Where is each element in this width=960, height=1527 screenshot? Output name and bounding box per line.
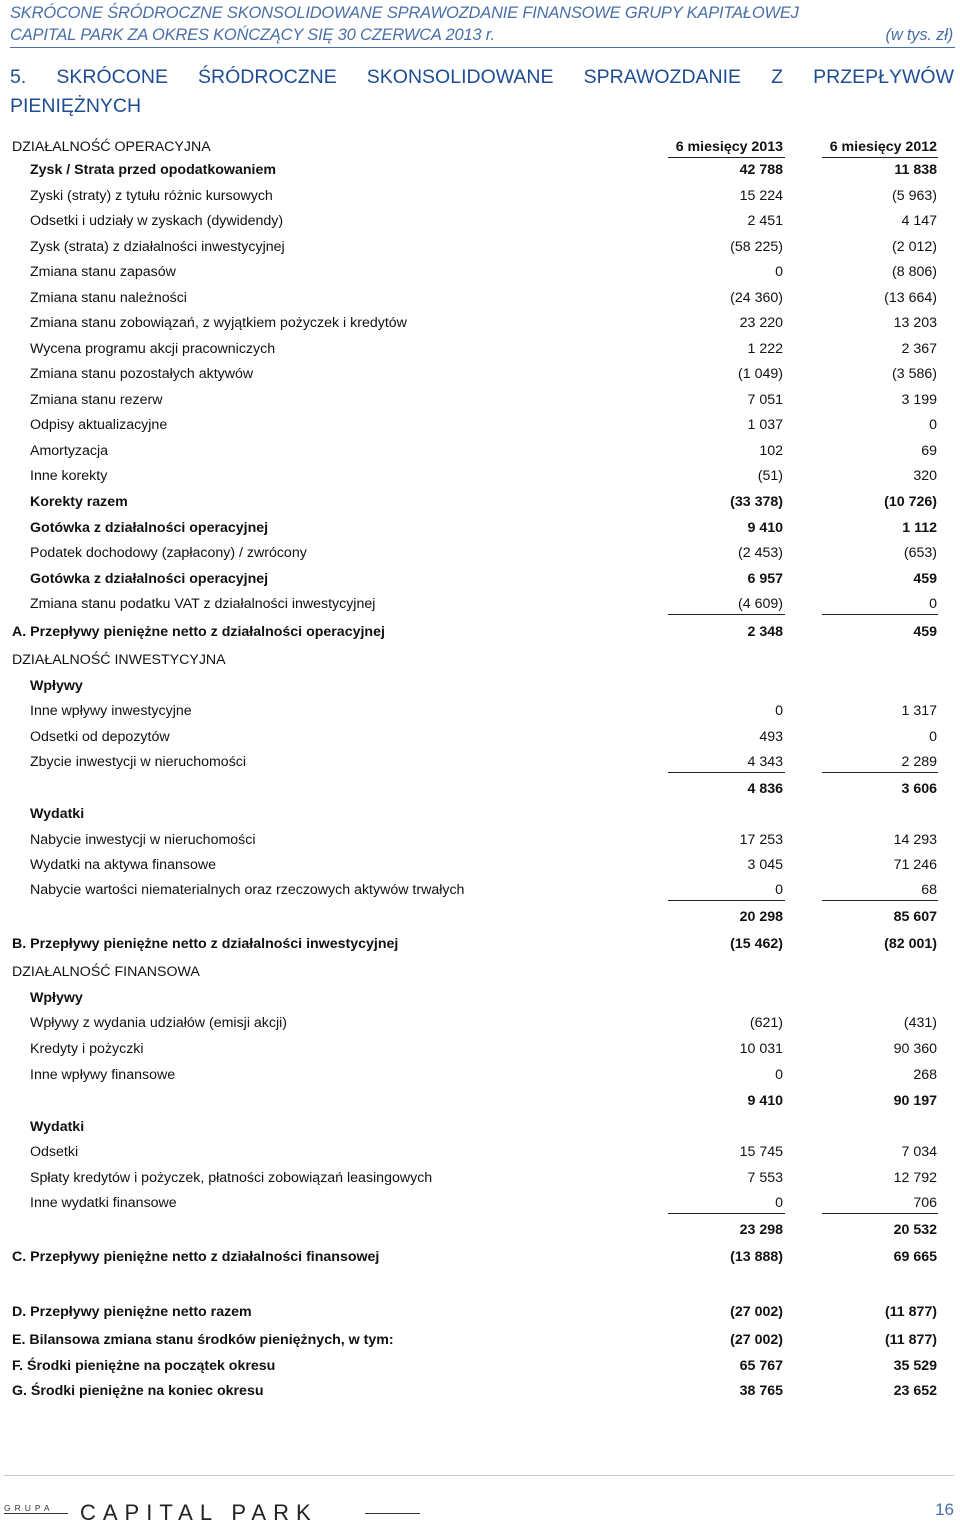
value-2013: 3 045 <box>747 857 783 873</box>
table-row <box>0 1092 960 1110</box>
row-label: A. Przepływy pieniężne netto z działalności operacyjnej <box>12 624 385 640</box>
value-2012: (11 877) <box>884 1332 937 1348</box>
value-2013: 7 051 <box>747 392 783 408</box>
value-2013: 65 767 <box>739 1358 783 1374</box>
table-row <box>0 1382 960 1400</box>
value-2012: (431) <box>903 1015 937 1031</box>
subtotal-rule <box>668 614 785 615</box>
subtotal-rule <box>668 1213 785 1214</box>
value-2012: 12 792 <box>893 1170 937 1186</box>
table-row <box>0 1248 960 1266</box>
row-label: G. Środki pieniężne na koniec okresu <box>12 1383 264 1399</box>
table-row <box>0 570 960 588</box>
value-2013: 15 224 <box>739 188 783 204</box>
row-label: Zmiana stanu zapasów <box>30 264 176 280</box>
row-label: Wpływy <box>30 678 83 694</box>
table-row <box>0 467 960 485</box>
value-2012: 459 <box>913 571 937 587</box>
table-row <box>0 519 960 537</box>
subtotal-rule <box>822 1213 938 1214</box>
table-row <box>0 1118 960 1136</box>
value-2012: 68 <box>921 882 937 898</box>
subtotal-rule <box>822 157 938 158</box>
logo-rule <box>365 1513 420 1514</box>
value-2013: (58 225) <box>730 239 783 255</box>
value-2012: 2 289 <box>901 754 937 770</box>
value-2013: 0 <box>775 264 783 280</box>
value-2013: 0 <box>775 703 783 719</box>
value-2012: (653) <box>903 545 937 561</box>
value-2013: (15 462) <box>730 936 783 952</box>
row-label: Zmiana stanu należności <box>30 290 187 306</box>
row-label: D. Przepływy pieniężne netto razem <box>12 1304 252 1320</box>
subtotal-rule <box>668 772 785 773</box>
row-label: Spłaty kredytów i pożyczek, płatności zobowiązań leasingowych <box>30 1170 433 1186</box>
value-2012: 0 <box>929 596 937 612</box>
row-label: Wydatki <box>30 1119 85 1135</box>
value-2013: (1 049) <box>738 366 783 382</box>
value-2013: 17 253 <box>739 832 783 848</box>
value-2012: 14 293 <box>893 832 937 848</box>
value-2012: 20 532 <box>893 1222 937 1238</box>
value-2012: 0 <box>929 729 937 745</box>
table-row <box>0 1143 960 1161</box>
value-2013: 7 553 <box>747 1170 783 1186</box>
table-row <box>0 651 960 669</box>
row-label: Zmiana stanu rezerw <box>30 392 163 408</box>
row-label: Zyski (straty) z tytułu różnic kursowych <box>30 188 273 204</box>
table-row <box>0 1303 960 1321</box>
table-row <box>0 1331 960 1349</box>
row-label: Kredyty i pożyczki <box>30 1041 144 1057</box>
value-2013: 10 031 <box>739 1041 783 1057</box>
table-row <box>0 1221 960 1239</box>
row-label: Odsetki i udziały w zyskach (dywidendy) <box>30 213 284 229</box>
row-label: Wydatki na aktywa finansowe <box>30 857 216 873</box>
row-label: Odsetki <box>30 1144 79 1160</box>
value-2012: 35 529 <box>893 1358 937 1374</box>
table-row <box>0 238 960 256</box>
report-header-line1: SKRÓCONE ŚRÓDROCZNE SKONSOLIDOWANE SPRAWOZDANIE FINANSOWE GRUPY KAPITAŁOWEJ <box>10 4 799 22</box>
row-label: Zysk (strata) z działalności inwestycyjnej <box>30 239 285 255</box>
section-title-word: SKRÓCONE <box>56 66 168 88</box>
row-label: Odsetki od depozytów <box>30 729 170 745</box>
table-row <box>0 856 960 874</box>
subtotal-rule <box>822 772 938 773</box>
table-row <box>0 780 960 798</box>
table-row <box>0 187 960 205</box>
table-row <box>0 493 960 511</box>
table-row <box>0 1194 960 1212</box>
section-title-number: 5. <box>10 66 27 88</box>
value-2012: 1 317 <box>901 703 937 719</box>
row-label: Wycena programu akcji pracowniczych <box>30 341 276 357</box>
footer-divider <box>4 1475 954 1476</box>
table-row <box>0 416 960 434</box>
table-row <box>0 623 960 641</box>
subtotal-rule <box>668 900 785 901</box>
table-row <box>0 212 960 230</box>
row-label: Zmiana stanu podatku VAT z działalności inwestycyjnej <box>30 596 376 612</box>
value-2012: 11 838 <box>894 162 937 178</box>
value-2013: 23 298 <box>739 1222 783 1238</box>
row-label: Zbycie inwestycji w nieruchomości <box>30 754 247 770</box>
value-2013: (27 002) <box>730 1304 783 1320</box>
row-label: DZIAŁALNOŚĆ OPERACYJNA <box>12 139 211 155</box>
value-2013: 2 451 <box>747 213 783 229</box>
subtotal-rule <box>822 900 938 901</box>
row-label: DZIAŁALNOŚĆ FINANSOWA <box>12 964 200 980</box>
table-row <box>0 677 960 695</box>
row-label: Inne wpływy inwestycyjne <box>30 703 192 719</box>
row-label: F. Środki pieniężne na początek okresu <box>12 1358 276 1374</box>
value-2012: 6 miesięcy 2012 <box>829 139 937 155</box>
row-label: C. Przepływy pieniężne netto z działalności finansowej <box>12 1249 380 1265</box>
report-header-unit: (w tys. zł) <box>885 26 953 44</box>
value-2013: 9 410 <box>747 1093 783 1109</box>
value-2012: 706 <box>913 1195 937 1211</box>
value-2012: (13 664) <box>884 290 937 306</box>
table-row <box>0 1357 960 1375</box>
value-2012: 69 <box>921 443 937 459</box>
row-label: Podatek dochodowy (zapłacony) / zwrócony <box>30 545 307 561</box>
value-2012: 90 197 <box>893 1093 937 1109</box>
value-2012: 3 199 <box>901 392 937 408</box>
value-2013: 4 836 <box>747 781 783 797</box>
value-2013: (2 453) <box>738 545 783 561</box>
value-2013: (24 360) <box>730 290 783 306</box>
value-2012: 23 652 <box>893 1383 937 1399</box>
value-2013: 4 343 <box>747 754 783 770</box>
table-row <box>0 908 960 926</box>
value-2012: 13 203 <box>893 315 937 331</box>
table-row <box>0 935 960 953</box>
value-2013: 6 957 <box>747 571 783 587</box>
value-2013: (621) <box>749 1015 783 1031</box>
row-label: Wpływy z wydania udziałów (emisji akcji) <box>30 1015 288 1031</box>
subtotal-rule <box>668 157 785 158</box>
value-2012: (2 012) <box>892 239 937 255</box>
table-row <box>0 263 960 281</box>
table-row <box>0 544 960 562</box>
table-row <box>0 881 960 899</box>
value-2013: 2 348 <box>747 624 783 640</box>
row-label: Korekty razem <box>30 494 128 510</box>
value-2013: 0 <box>775 1067 783 1083</box>
table-row <box>0 753 960 771</box>
row-label: Zmiana stanu zobowiązań, z wyjątkiem pożyczek i kredytów <box>30 315 407 331</box>
row-label: Zysk / Strata przed opodatkowaniem <box>30 162 276 178</box>
table-row <box>0 314 960 332</box>
value-2013: 1 222 <box>747 341 783 357</box>
table-row <box>0 702 960 720</box>
value-2012: 3 606 <box>901 781 937 797</box>
table-row <box>0 805 960 823</box>
row-label: Inne wpływy finansowe <box>30 1067 176 1083</box>
row-label: Gotówka z działalności operacyjnej <box>30 520 269 536</box>
value-2012: 1 112 <box>902 520 937 536</box>
table-row <box>0 728 960 746</box>
value-2012: (8 806) <box>892 264 937 280</box>
logo-grupa-text: GRUPA <box>4 1503 54 1513</box>
value-2012: 71 246 <box>893 857 937 873</box>
table-row <box>0 1040 960 1058</box>
value-2012: 0 <box>929 417 937 433</box>
table-row <box>0 161 960 179</box>
section-title-word: SPRAWOZDANIE <box>583 66 742 88</box>
value-2013: (13 888) <box>730 1249 783 1265</box>
value-2013: 42 788 <box>739 162 783 178</box>
value-2013: 493 <box>759 729 783 745</box>
row-label: Wydatki <box>30 806 85 822</box>
section-title-word: SKONSOLIDOWANE <box>366 66 554 88</box>
value-2013: 38 765 <box>739 1383 783 1399</box>
table-row <box>0 442 960 460</box>
section-title-word: Z <box>771 66 784 88</box>
subtotal-rule <box>822 614 938 615</box>
value-2013: (27 002) <box>730 1332 783 1348</box>
value-2012: 459 <box>913 624 937 640</box>
value-2013: (4 609) <box>738 596 783 612</box>
value-2013: (33 378) <box>730 494 783 510</box>
table-row <box>0 1014 960 1032</box>
section-title-word: PRZEPŁYWÓW <box>813 66 954 88</box>
row-label: Zmiana stanu pozostałych aktywów <box>30 366 254 382</box>
value-2013: 1 037 <box>747 417 783 433</box>
row-label: Amortyzacja <box>30 443 109 459</box>
row-label: Nabycie wartości niematerialnych oraz rzeczowych aktywów trwałych <box>30 882 465 898</box>
table-row <box>0 391 960 409</box>
report-header-line2 <box>10 25 955 48</box>
value-2013: 0 <box>775 1195 783 1211</box>
value-2012: 320 <box>913 468 937 484</box>
section-title-line2: PIENIĘŻNYCH <box>10 95 142 117</box>
section-title-word: ŚRÓDROCZNE <box>198 66 337 88</box>
value-2012: 2 367 <box>901 341 937 357</box>
row-label: Wpływy <box>30 990 83 1006</box>
page-number: 16 <box>935 1500 954 1519</box>
section-title <box>10 63 954 121</box>
table-row <box>0 1066 960 1084</box>
row-label: Nabycie inwestycji w nieruchomości <box>30 832 256 848</box>
table-row <box>0 963 960 981</box>
table-row <box>0 289 960 307</box>
value-2013: 15 745 <box>739 1144 783 1160</box>
row-label: E. Bilansowa zmiana stanu środków pieniężnych, w tym: <box>12 1332 394 1348</box>
value-2013: 9 410 <box>747 520 783 536</box>
value-2013: 20 298 <box>739 909 783 925</box>
value-2013: (51) <box>757 468 783 484</box>
table-row <box>0 989 960 1007</box>
row-label: Inne wydatki finansowe <box>30 1195 177 1211</box>
table-row <box>0 340 960 358</box>
value-2013: 23 220 <box>739 315 783 331</box>
table-row <box>0 831 960 849</box>
value-2012: 85 607 <box>893 909 937 925</box>
value-2012: (11 877) <box>884 1304 937 1320</box>
row-label: Odpisy aktualizacyjne <box>30 417 168 433</box>
row-label: Inne korekty <box>30 468 108 484</box>
value-2012: (82 001) <box>884 936 937 952</box>
report-header-period: CAPITAL PARK ZA OKRES KOŃCZĄCY SIĘ 30 CZERWCA 2013 r. <box>10 26 495 44</box>
value-2012: (5 963) <box>892 188 937 204</box>
value-2013: 102 <box>759 443 783 459</box>
value-2013: 6 miesięcy 2013 <box>675 139 783 155</box>
row-label: B. Przepływy pieniężne netto z działalności inwestycyjnej <box>12 936 399 952</box>
table-row <box>0 595 960 613</box>
value-2013: 0 <box>775 882 783 898</box>
value-2012: 90 360 <box>893 1041 937 1057</box>
value-2012: (10 726) <box>884 494 937 510</box>
table-row <box>0 1169 960 1187</box>
company-logo: CAPITAL PARK <box>80 1500 318 1525</box>
column-header-row <box>0 138 960 156</box>
value-2012: 4 147 <box>901 213 937 229</box>
value-2012: 69 665 <box>893 1249 937 1265</box>
table-row <box>0 365 960 383</box>
row-label: Gotówka z działalności operacyjnej <box>30 571 269 587</box>
value-2012: 268 <box>913 1067 937 1083</box>
value-2012: (3 586) <box>892 366 937 382</box>
row-label: DZIAŁALNOŚĆ INWESTYCYJNA <box>12 652 226 668</box>
logo-rule <box>4 1513 68 1514</box>
value-2012: 7 034 <box>901 1144 937 1160</box>
